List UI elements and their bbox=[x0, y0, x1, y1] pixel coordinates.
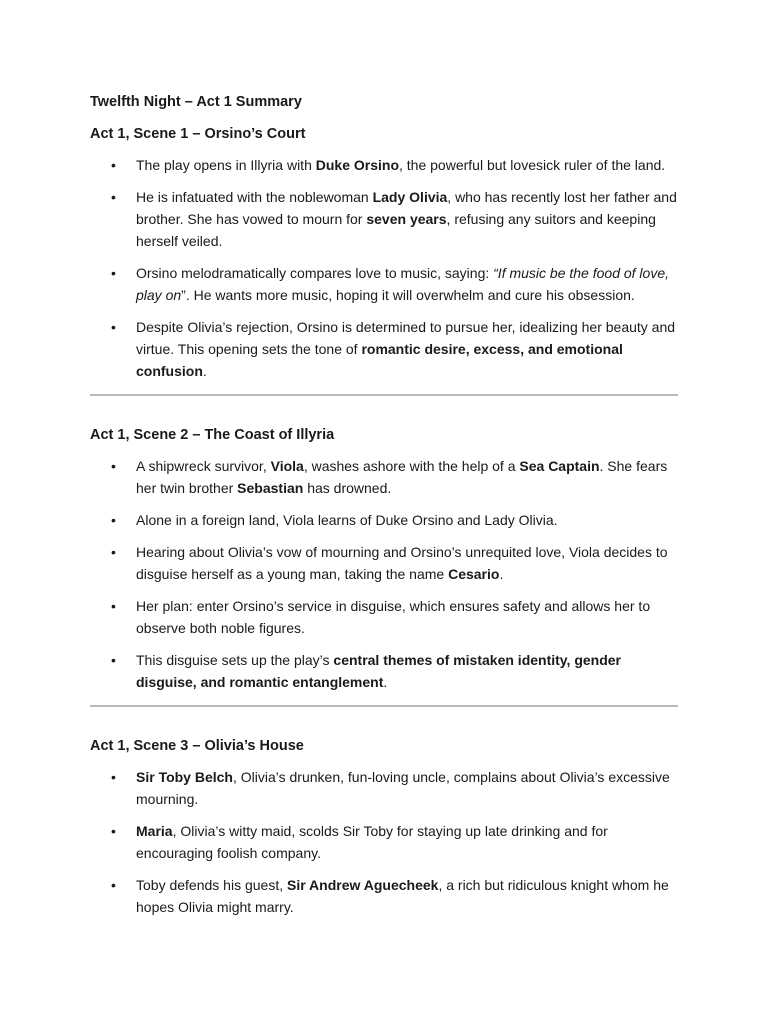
bold-text: Lady Olivia bbox=[372, 189, 448, 205]
bullet-list bbox=[90, 455, 678, 693]
scene-section-2 bbox=[90, 424, 678, 707]
bullet-item bbox=[90, 455, 678, 499]
text-run: , Olivia’s drunken, fun-loving uncle, complains about Olivia’s excessive mourning. bbox=[136, 769, 670, 807]
text-run: . bbox=[383, 674, 388, 690]
text-run: , the powerful but lovesick ruler of the land. bbox=[399, 157, 666, 173]
bold-text: Maria bbox=[136, 823, 173, 839]
text-run: . bbox=[499, 566, 504, 582]
text-run: A shipwreck survivor, bbox=[136, 458, 271, 474]
bullet-item bbox=[90, 541, 678, 585]
bold-text: Duke Orsino bbox=[315, 157, 400, 173]
bullet-list bbox=[90, 154, 678, 382]
bullet-item bbox=[90, 262, 678, 306]
bullet-list bbox=[90, 766, 678, 918]
bullet-item bbox=[90, 820, 678, 864]
text-run: Orsino melodramatically compares love to music, saying: bbox=[136, 265, 494, 281]
scene-heading: Act 1, Scene 1 – Orsino’s Court bbox=[90, 126, 306, 142]
scene-section-1 bbox=[90, 123, 678, 396]
text-run: . bbox=[202, 363, 207, 379]
italic-quote: “If music be the food of love, play on bbox=[136, 265, 670, 303]
text-run: Her plan: enter Orsino’s service in disguise, which ensures safety and allows her to observe both noble figures. bbox=[136, 598, 651, 636]
bold-text: Viola bbox=[270, 458, 304, 474]
text-run: , who has recently lost her father and brother. She has vowed to mourn for bbox=[136, 189, 677, 227]
text-run: , a rich but ridiculous knight whom he hopes Olivia might marry. bbox=[136, 877, 669, 915]
bold-text: Sir Andrew Aguecheek bbox=[287, 877, 439, 893]
bold-text: central themes of mistaken identity, gender disguise, and romantic entanglement bbox=[136, 652, 622, 690]
bullet-item bbox=[90, 595, 678, 639]
scene-heading: Act 1, Scene 2 – The Coast of Illyria bbox=[90, 427, 335, 443]
bold-text: Sebastian bbox=[237, 480, 304, 496]
text-run: The play opens in Illyria with bbox=[136, 157, 316, 173]
text-run: , washes ashore with the help of a bbox=[303, 458, 520, 474]
text-run: . She fears her twin brother bbox=[136, 458, 668, 496]
text-run: Despite Olivia’s rejection, Orsino is determined to pursue her, idealizing her beauty and virtue. This opening sets the tone of bbox=[136, 319, 676, 357]
bullet-item bbox=[90, 186, 678, 252]
text-run: , Olivia’s witty maid, scolds Sir Toby for staying up late drinking and for encouraging foolish company. bbox=[136, 823, 608, 861]
bullet-item bbox=[90, 316, 678, 382]
bullet-item bbox=[90, 154, 678, 176]
bold-text: Sir Toby Belch bbox=[136, 769, 233, 785]
bullet-item bbox=[90, 649, 678, 693]
text-run: has drowned. bbox=[303, 480, 392, 496]
document-title: Twelfth Night – Act 1 Summary bbox=[90, 94, 302, 110]
text-run: ”. He wants more music, hoping it will overwhelm and cure his obsession. bbox=[181, 287, 635, 303]
text-run: , refusing any suitors and keeping herself veiled. bbox=[136, 211, 656, 249]
bold-text: romantic desire, excess, and emotional confusion bbox=[136, 341, 623, 379]
section-divider bbox=[90, 705, 678, 707]
bold-text: Cesario bbox=[448, 566, 500, 582]
bullet-item bbox=[90, 874, 678, 918]
text-run: He is infatuated with the noblewoman bbox=[136, 189, 373, 205]
text-run: Alone in a foreign land, Viola learns of Duke Orsino and Lady Olivia. bbox=[136, 512, 558, 528]
text-run: This disguise sets up the play’s bbox=[136, 652, 334, 668]
scene-heading: Act 1, Scene 3 – Olivia’s House bbox=[90, 738, 304, 754]
bold-text: Sea Captain bbox=[519, 458, 600, 474]
text-run: Toby defends his guest, bbox=[136, 877, 287, 893]
bold-text: seven years bbox=[366, 211, 447, 227]
bullet-item bbox=[90, 509, 678, 531]
bullet-item bbox=[90, 766, 678, 810]
document-page bbox=[90, 91, 678, 918]
scene-section-3 bbox=[90, 735, 678, 918]
section-divider bbox=[90, 394, 678, 396]
text-run: Hearing about Olivia’s vow of mourning and Orsino’s unrequited love, Viola decides to disguise herself as a young man, taking the name bbox=[136, 544, 668, 582]
